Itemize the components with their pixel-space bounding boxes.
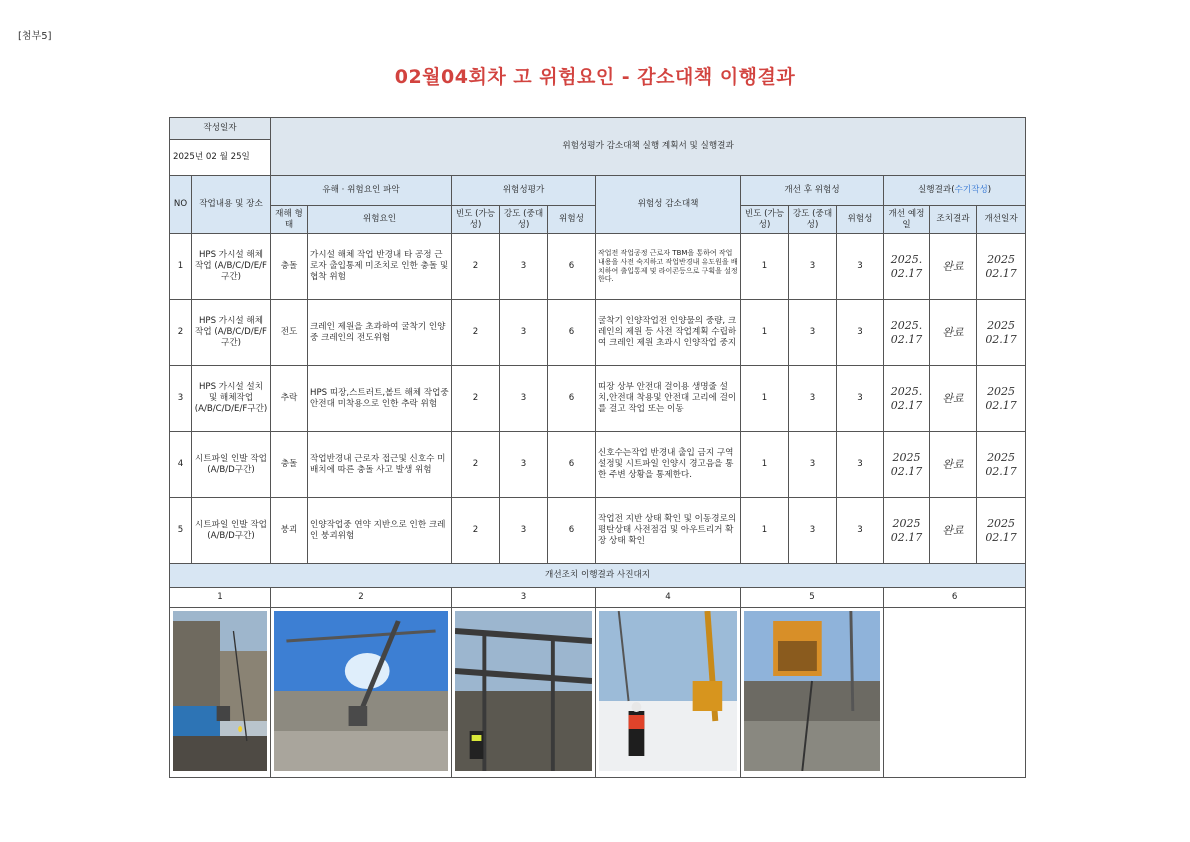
col-disaster-type: 재해 형태 xyxy=(271,206,308,234)
row-planned-date: 2025 02.17 xyxy=(884,432,930,498)
col-risk: 위험성 xyxy=(548,206,596,234)
site-photo-5 xyxy=(744,611,880,771)
risk-table xyxy=(169,117,1026,778)
photo-number: 3 xyxy=(452,588,596,608)
col-action-result: 조치결과 xyxy=(930,206,977,234)
plan-title: 위험성평가 감소대책 실행 계획서 및 실행결과 xyxy=(271,118,1026,176)
row-action-result: 완료 xyxy=(930,300,977,366)
photo-cell-2 xyxy=(271,608,452,778)
row-planned-date: 2025. 02.17 xyxy=(884,300,930,366)
row-hazard: 작업반경내 근로자 접근및 신호수 미배치에 따른 충돌 사고 발생 위험 xyxy=(308,432,452,498)
row-improve-date: 2025 02.17 xyxy=(977,234,1026,300)
row-type: 추락 xyxy=(271,366,308,432)
photo-cell-5 xyxy=(741,608,884,778)
row-after-risk: 3 xyxy=(837,366,884,432)
row-after-freq: 1 xyxy=(741,300,789,366)
row-measure: 굴착기 인양작업전 인양물의 중량, 크레인의 제원 등 사전 작업계획 수립하여 크레인 제원 초과시 인양작업 중지 xyxy=(596,300,741,366)
row-severity: 3 xyxy=(500,432,548,498)
row-after-risk: 3 xyxy=(837,300,884,366)
row-planned-date: 2025. 02.17 xyxy=(884,234,930,300)
row-freq: 2 xyxy=(452,366,500,432)
row-hazard: HPS 띠장,스트러트,볼트 해체 작업중 안전대 미착용으로 인한 추락 위험 xyxy=(308,366,452,432)
row-after-freq: 1 xyxy=(741,498,789,564)
row-severity: 3 xyxy=(500,498,548,564)
row-severity: 3 xyxy=(500,234,548,300)
row-no: 2 xyxy=(170,300,192,366)
row-severity: 3 xyxy=(500,366,548,432)
row-improve-date: 2025 02.17 xyxy=(977,366,1026,432)
row-planned-date: 2025 02.17 xyxy=(884,498,930,564)
col-hazard-group: 유해 · 위험요인 파악 xyxy=(271,176,452,206)
row-work: HPS 가시설 해체 작업 (A/B/C/D/E/F구간) xyxy=(192,300,271,366)
site-photo-1 xyxy=(173,611,267,771)
row-type: 충돌 xyxy=(271,432,308,498)
table-row xyxy=(170,498,1026,564)
row-no: 1 xyxy=(170,234,192,300)
row-type: 붕괴 xyxy=(271,498,308,564)
photo-number: 5 xyxy=(741,588,884,608)
row-measure: 띠장 상부 안전대 걸이용 생명줄 설치,안전대 착용및 안전대 고리에 걸이를 걸고 작업 또는 이동 xyxy=(596,366,741,432)
row-risk: 6 xyxy=(548,366,596,432)
photo-number: 6 xyxy=(884,588,1026,608)
col-hazard-factor: 위험요인 xyxy=(308,206,452,234)
col-freq: 빈도 (가능성) xyxy=(452,206,500,234)
table-row xyxy=(170,300,1026,366)
row-planned-date: 2025. 02.17 xyxy=(884,366,930,432)
table-row xyxy=(170,366,1026,432)
row-no: 5 xyxy=(170,498,192,564)
col-risk-eval: 위험성평가 xyxy=(452,176,596,206)
row-measure: 신호수는작업 반경내 출입 금지 구역 설정및 시트파일 인양시 경고음을 통한 주변 상황을 통제한다. xyxy=(596,432,741,498)
row-action-result: 완료 xyxy=(930,498,977,564)
row-after-risk: 3 xyxy=(837,432,884,498)
col-result: 실행결과(수기작성) xyxy=(884,176,1026,206)
row-after-severity: 3 xyxy=(789,498,837,564)
row-risk: 6 xyxy=(548,432,596,498)
row-after-risk: 3 xyxy=(837,498,884,564)
row-risk: 6 xyxy=(548,498,596,564)
row-after-risk: 3 xyxy=(837,234,884,300)
col-after-freq: 빈도 (가능성) xyxy=(741,206,789,234)
site-photo-3 xyxy=(455,611,592,771)
table-row xyxy=(170,432,1026,498)
row-after-severity: 3 xyxy=(789,366,837,432)
photo-number: 1 xyxy=(170,588,271,608)
row-after-severity: 3 xyxy=(789,300,837,366)
row-freq: 2 xyxy=(452,432,500,498)
row-action-result: 완료 xyxy=(930,432,977,498)
photo-section-title: 개선조치 이행결과 사진대지 xyxy=(170,564,1026,588)
row-work: HPS 가시설 설치 및 해체작업 (A/B/C/D/E/F구간) xyxy=(192,366,271,432)
row-measure: 작업전 지반 상태 확인 및 이동경로의 평탄상태 사전점검 및 아우트리거 확장 상태 확인 xyxy=(596,498,741,564)
col-after-risk: 위험성 xyxy=(837,206,884,234)
photo-cell-1 xyxy=(170,608,271,778)
row-severity: 3 xyxy=(500,300,548,366)
col-no: NO xyxy=(170,176,192,234)
row-freq: 2 xyxy=(452,234,500,300)
col-improve-date: 개선일자 xyxy=(977,206,1026,234)
row-after-freq: 1 xyxy=(741,432,789,498)
col-severity: 강도 (중대성) xyxy=(500,206,548,234)
row-improve-date: 2025 02.17 xyxy=(977,432,1026,498)
col-measure: 위험성 감소대책 xyxy=(596,176,741,234)
col-planned-date: 개선 예정일 xyxy=(884,206,930,234)
row-hazard: 크레인 제원을 초과하여 굴착기 인양중 크레인의 전도위험 xyxy=(308,300,452,366)
photo-cell-6 xyxy=(884,608,1026,778)
row-freq: 2 xyxy=(452,300,500,366)
site-photo-4 xyxy=(599,611,737,771)
row-action-result: 완료 xyxy=(930,366,977,432)
row-measure: 작업전 작업공정 근로자 TBM을 통하여 작업내용을 사전 숙지하고 작업반경내 유도원을 배치하여 출입통제 및 라이콘등으로 구획을 설정한다. xyxy=(596,234,741,300)
row-freq: 2 xyxy=(452,498,500,564)
row-no: 3 xyxy=(170,366,192,432)
row-work: HPS 가시설 해체 작업 (A/B/C/D/E/F구간) xyxy=(192,234,271,300)
row-risk: 6 xyxy=(548,234,596,300)
row-no: 4 xyxy=(170,432,192,498)
photo-number: 4 xyxy=(596,588,741,608)
row-action-result: 완료 xyxy=(930,234,977,300)
row-work: 시트파일 인발 작업(A/B/D구간) xyxy=(192,432,271,498)
row-work: 시트파일 인발 작업(A/B/D구간) xyxy=(192,498,271,564)
table-row xyxy=(170,234,1026,300)
date-value: 2025년 02 월 25일 xyxy=(170,140,271,176)
photo-number: 2 xyxy=(271,588,452,608)
col-after-severity: 강도 (중대성) xyxy=(789,206,837,234)
row-improve-date: 2025 02.17 xyxy=(977,498,1026,564)
row-after-severity: 3 xyxy=(789,234,837,300)
row-after-severity: 3 xyxy=(789,432,837,498)
row-after-freq: 1 xyxy=(741,366,789,432)
row-type: 충돌 xyxy=(271,234,308,300)
attachment-label: [첨부5] xyxy=(18,31,52,42)
col-after: 개선 후 위험성 xyxy=(741,176,884,206)
photo-cell-4 xyxy=(596,608,741,778)
site-photo-2 xyxy=(274,611,448,771)
page-title: 02월04회차 고 위험요인 - 감소대책 이행결과 xyxy=(394,66,796,88)
photo-cell-3 xyxy=(452,608,596,778)
row-risk: 6 xyxy=(548,300,596,366)
row-type: 전도 xyxy=(271,300,308,366)
row-improve-date: 2025 02.17 xyxy=(977,300,1026,366)
row-after-freq: 1 xyxy=(741,234,789,300)
row-hazard: 인양작업중 연약 지반으로 인한 크레인 붕괴위험 xyxy=(308,498,452,564)
date-label: 작성일자 xyxy=(170,118,271,140)
col-work: 작업내용 및 장소 xyxy=(192,176,271,234)
row-hazard: 가시설 해체 작업 반경내 타 공정 근로자 출입통제 미조치로 인한 충돌 및 협착 위험 xyxy=(308,234,452,300)
